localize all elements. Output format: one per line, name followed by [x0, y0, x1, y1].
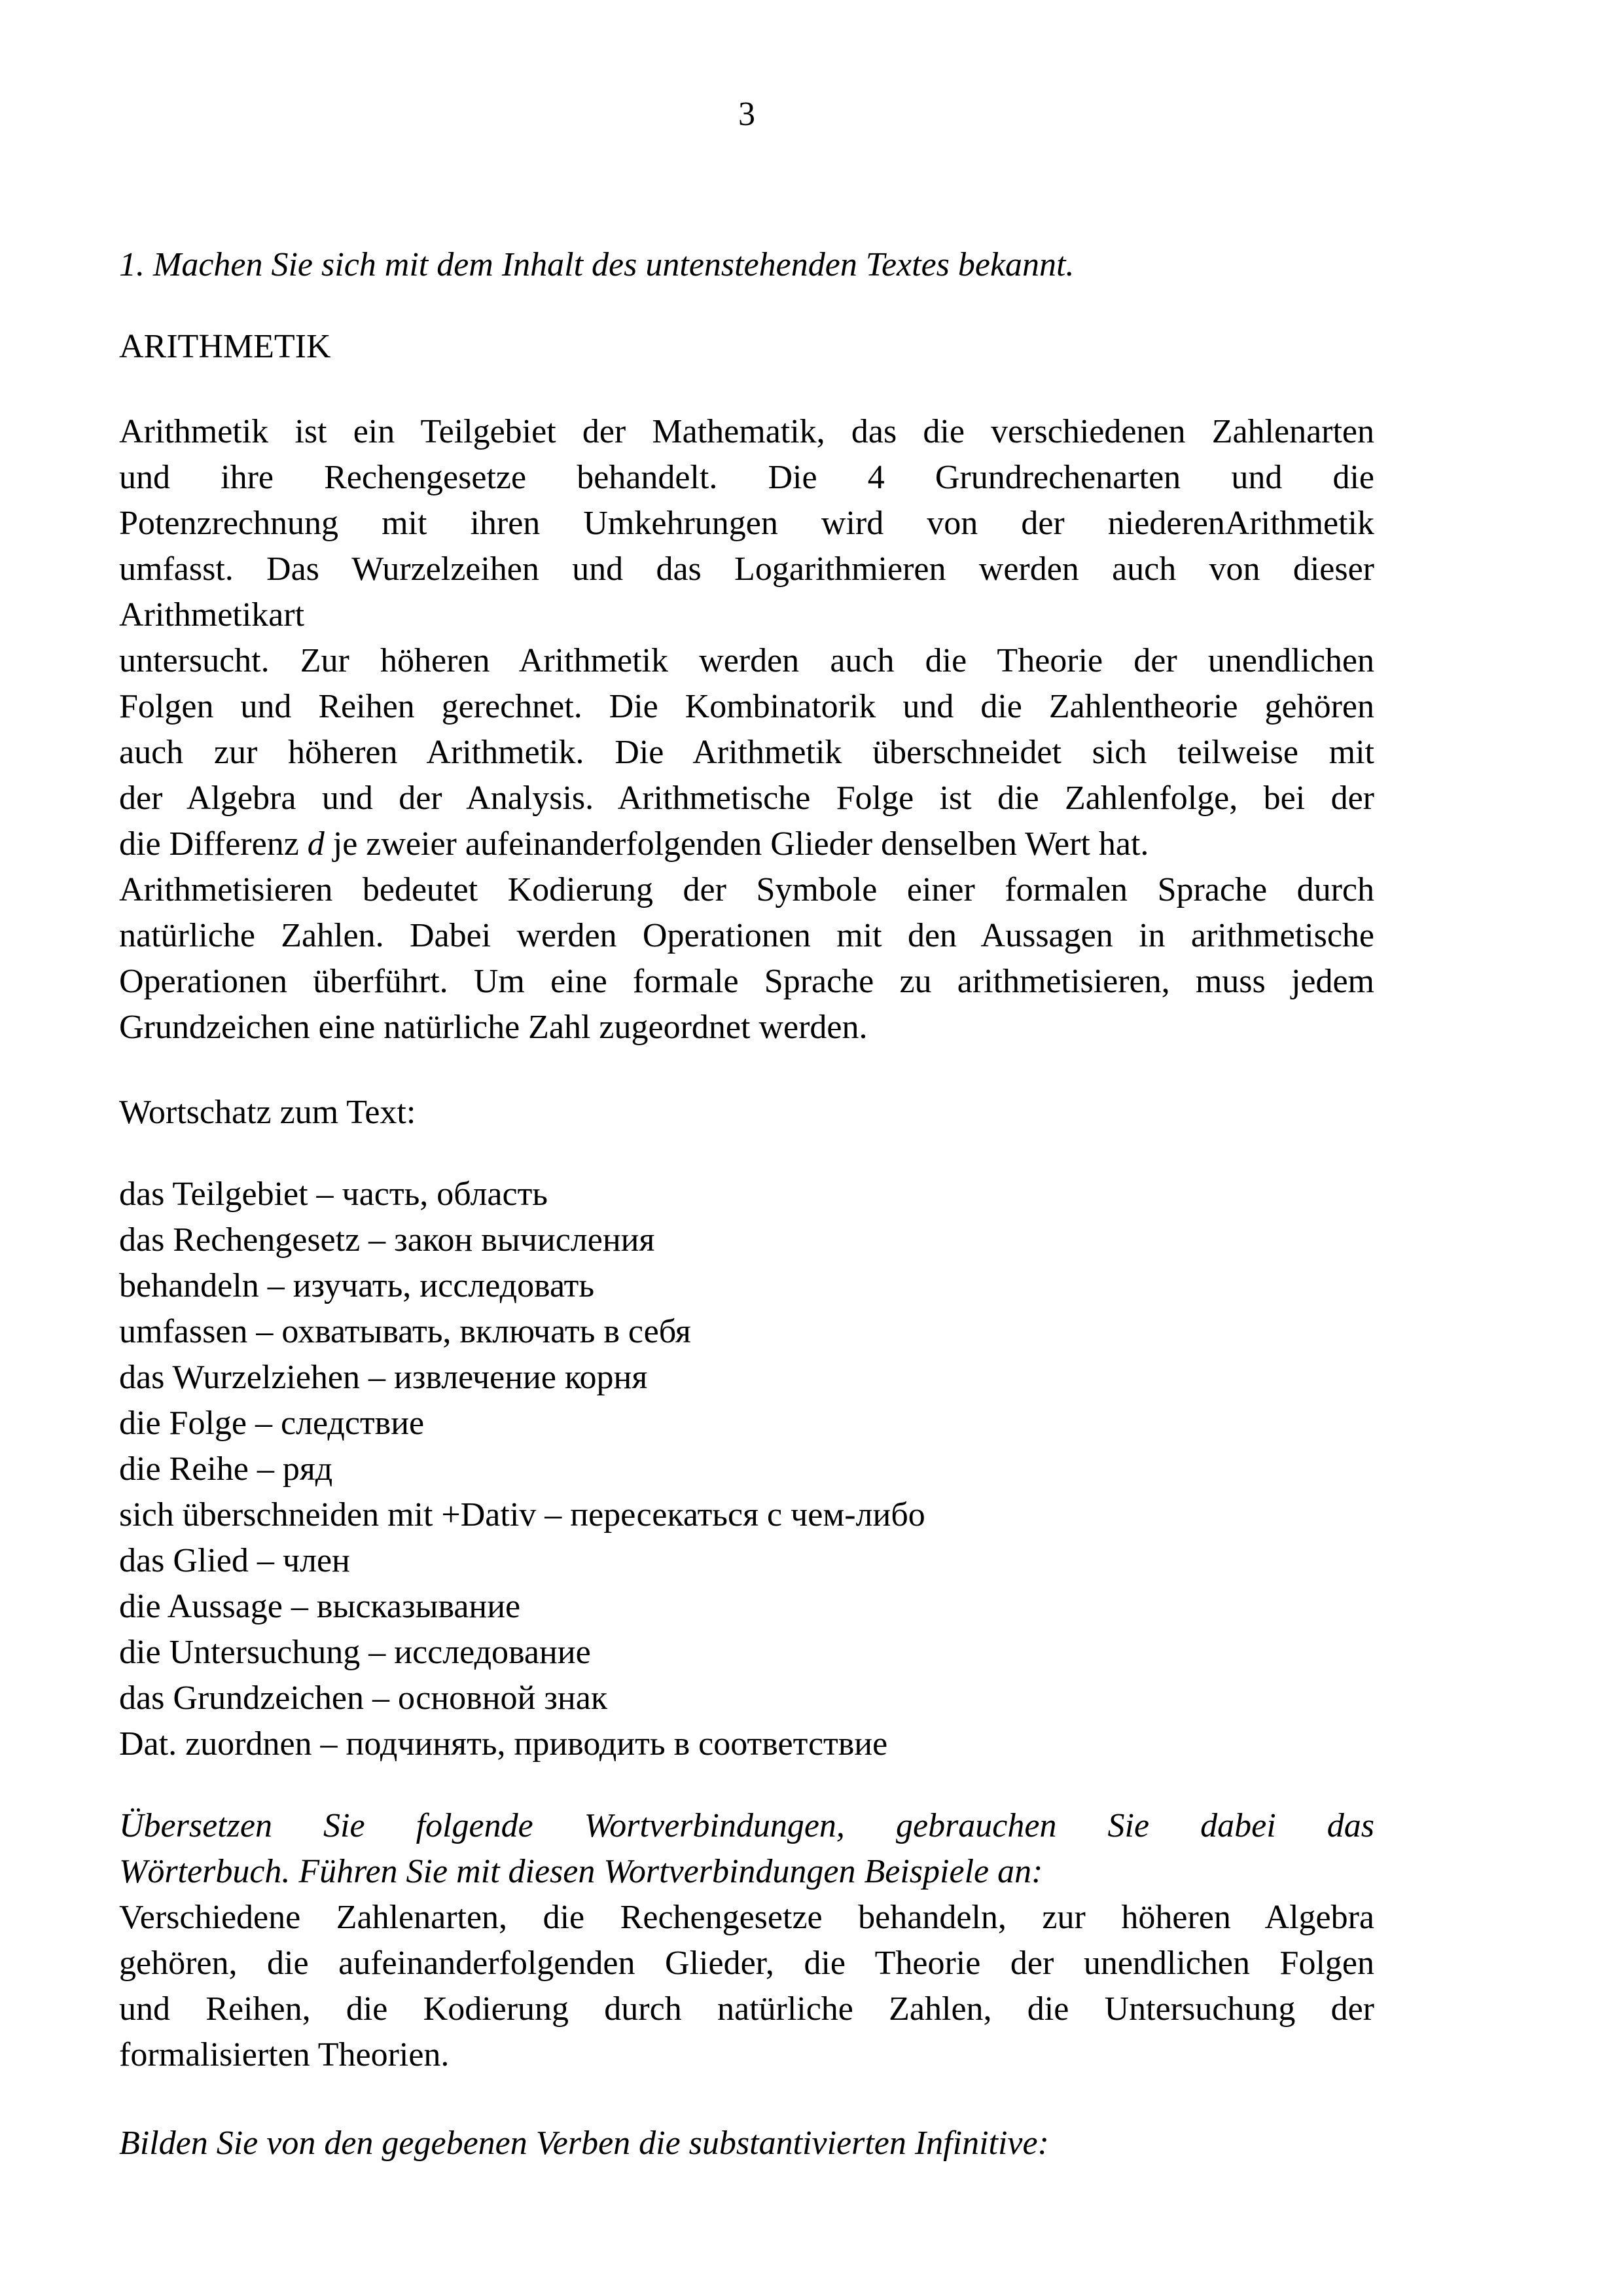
text-line: Arithmetisieren bedeutet Kodierung der Symbole einer formalen Sprache durch: [119, 871, 1374, 908]
vocabulary-item: die Reihe – ряд: [119, 1450, 333, 1488]
vocabulary-item: das Rechengesetz – закон вычисления: [119, 1221, 655, 1259]
text-line: gehören, die aufeinanderfolgenden Glieder, die Theorie der unendlichen Folgen: [119, 1945, 1374, 1982]
vocabulary-item: Dat. zuordnen – подчинять, приводить в соответствие: [119, 1725, 888, 1763]
text-line: Verschiedene Zahlenarten, die Rechengesetze behandeln, zur höheren Algebra: [119, 1899, 1374, 1936]
italic-term: d: [307, 825, 325, 863]
text-line: formalisierten Theorien.: [119, 2036, 450, 2073]
text-line: auch zur höheren Arithmetik. Die Arithmetik überschneidet sich teilweise mit: [119, 734, 1374, 771]
text-line: Wörterbuch. Führen Sie mit diesen Wortverbindungen Beispiele an:: [119, 1853, 1043, 1890]
vocabulary-item: das Grundzeichen – основной знак: [119, 1679, 608, 1717]
task-instruction-translate: [119, 1803, 1374, 1895]
text-line: der Algebra und der Analysis. Arithmetische Folge ist die Zahlenfolge, bei der: [119, 780, 1374, 817]
text-line: untersucht. Zur höheren Arithmetik werden auch die Theorie der unendlichen: [119, 642, 1374, 679]
text-line: umfasst. Das Wurzelzeihen und das Logarithmieren werden auch von dieser: [119, 550, 1374, 588]
text-line: Operationen überführt. Um eine formale Sprache zu arithmetisieren, muss jedem: [119, 963, 1374, 1000]
text-line: und Reihen, die Kodierung durch natürliche Zahlen, die Untersuchung der: [119, 1990, 1374, 2028]
vocabulary-item: das Teilgebiet – часть, область: [119, 1175, 548, 1213]
text-title: ARITHMETIK: [119, 328, 331, 365]
main-text-paragraph-2: [119, 638, 1374, 867]
task-instruction-intro: 1. Machen Sie sich mit dem Inhalt des untenstehenden Textes bekannt.: [119, 246, 1075, 283]
text-line: natürliche Zahlen. Dabei werden Operationen mit den Aussagen in arithmetische: [119, 917, 1374, 954]
vocabulary-item: die Folge – следствие: [119, 1405, 425, 1442]
text-line: Übersetzen Sie folgende Wortverbindungen, gebrauchen Sie dabei das: [119, 1807, 1374, 1844]
vocabulary-item: das Wurzelziehen – извлечение корня: [119, 1359, 648, 1396]
main-text-paragraph-1: [119, 409, 1374, 638]
vocabulary-item: umfassen – охватывать, включать в себя: [119, 1313, 691, 1350]
text-line: Potenzrechnung mit ihren Umkehrungen wird von der niederenArithmetik: [119, 505, 1374, 542]
vocabulary-item: die Untersuchung – исследование: [119, 1634, 591, 1671]
text-line: Grundzeichen eine natürliche Zahl zugeordnet werden.: [119, 1009, 868, 1046]
page-number: 3: [738, 96, 755, 133]
text-line: Arithmetik ist ein Teilgebiet der Mathematik, das die verschiedenen Zahlenarten: [119, 413, 1374, 450]
word-combinations: [119, 1895, 1374, 2078]
vocabulary-heading: Wortschatz zum Text:: [119, 1094, 416, 1131]
text-line: und ihre Rechengesetze behandelt. Die 4 Grundrechenarten und die: [119, 459, 1374, 496]
vocabulary-list: [119, 1172, 1374, 1767]
main-text-paragraph-3: [119, 867, 1374, 1050]
text-line: die Differenz d je zweier aufeinanderfolgenden Glieder denselben Wert hat.: [119, 825, 1149, 863]
task-instruction-infinitives: Bilden Sie von den gegebenen Verben die substantivierten Infinitive:: [119, 2125, 1049, 2162]
text-line: Folgen und Reihen gerechnet. Die Kombinatorik und die Zahlentheorie gehören: [119, 688, 1374, 725]
vocabulary-item: die Aussage – высказывание: [119, 1588, 521, 1625]
text-line: Arithmetikart: [119, 596, 305, 634]
vocabulary-item: sich überschneiden mit +Dativ – пересекаться с чем-либо: [119, 1496, 925, 1534]
vocabulary-item: das Glied – член: [119, 1542, 350, 1579]
vocabulary-item: behandeln – изучать, исследовать: [119, 1267, 595, 1304]
